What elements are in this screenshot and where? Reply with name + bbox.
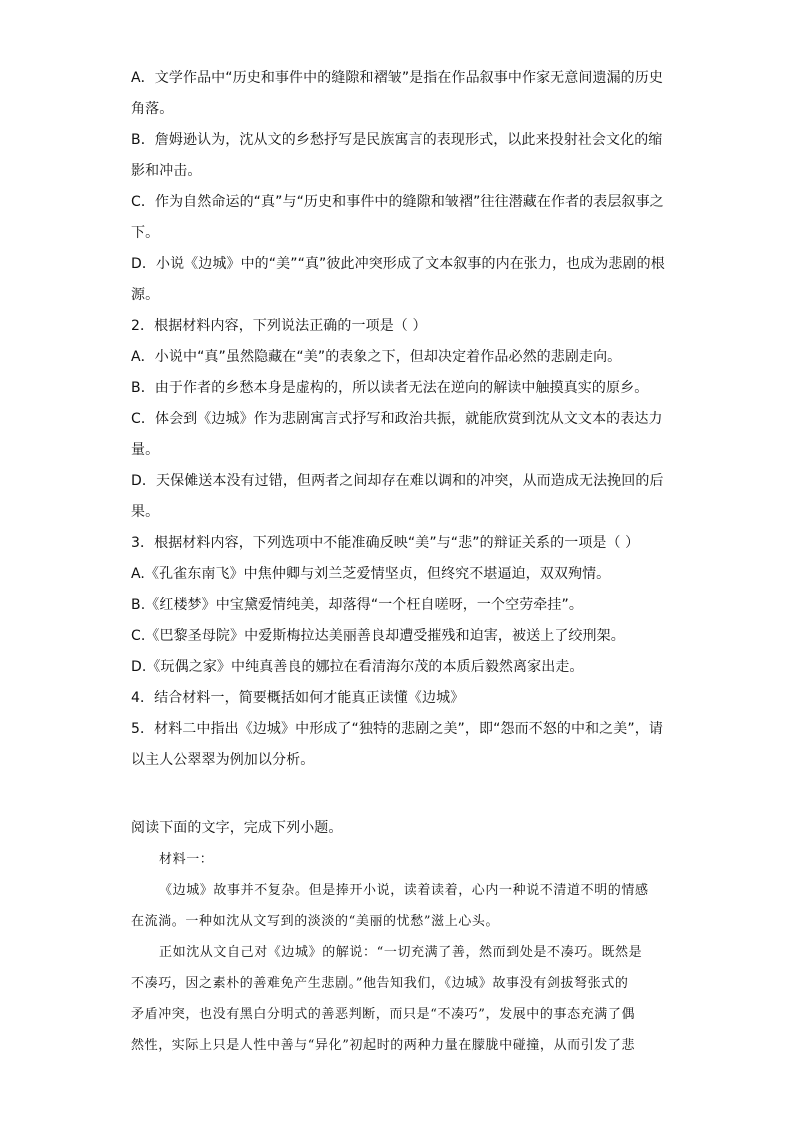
text-line: 下。 xyxy=(131,225,160,241)
text-line: 在流淌。一种如沈从文写到的淡淡的“美丽的忧愁”滋上心头。 xyxy=(131,914,500,929)
material-paragraph-2 xyxy=(131,937,661,1061)
q2-option-a: A．小说中“真”虽然隐藏在“美”的表象之下，但却决定着作品必然的悲剧走向。 xyxy=(131,349,622,365)
text-line: 量。 xyxy=(131,442,160,458)
q3-stem: 3．根据材料内容，下列选项中不能准确反映“美”与“悲”的辩证关系的一项是（ ） xyxy=(131,535,640,551)
text-line: 角落。 xyxy=(131,101,174,117)
text-line: 矛盾冲突，也没有黑白分明式的善恶判断，而只是“不凑巧”，发展中的事态充满了偶 xyxy=(131,1007,636,1022)
text-line: A．文学作品中“历史和事件中的缝隙和褶皱”是指在作品叙事中作家无意间遗漏的历史 xyxy=(131,70,663,86)
q2-option-b: B．由于作者的乡愁本身是虚构的，所以读者无法在逆向的解读中触摸真实的原乡。 xyxy=(131,380,649,396)
text-line: 源。 xyxy=(131,287,160,303)
text-line: 5．材料二中指出《边城》中形成了“独特的悲剧之美”，即“怨而不怒的中和之美”，请 xyxy=(131,721,663,737)
text-line: 正如沈从文自己对《边城》的解说：“一切充满了善，然而到处是不凑巧。既然是 xyxy=(159,945,643,960)
passage-intro: 阅读下面的文字，完成下列小题。 xyxy=(131,820,343,836)
text-line: C．作为自然命运的“真”与“历史和事件中的缝隙和皱褶”往往潜藏在作者的表层叙事之 xyxy=(131,194,664,210)
text-line: 影和冲击。 xyxy=(131,163,202,179)
q2-option-d xyxy=(131,466,664,528)
q4-stem: 4．结合材料一，简要概括如何才能真正读懂《边城》 xyxy=(131,690,465,706)
section-gap xyxy=(131,776,661,813)
q3-option-c: C.《巴黎圣母院》中爱斯梅拉达美丽善良却遭受摧残和迫害，被送上了绞刑架。 xyxy=(131,628,625,644)
q3-option-a: A.《孔雀东南飞》中焦仲卿与刘兰芝爱情坚贞，但终究不堪逼迫，双双殉情。 xyxy=(131,566,611,582)
text-line: D．小说《边城》中的“美”“真”彼此冲突形成了文本叙事的内在张力，也成为悲剧的根 xyxy=(131,256,665,272)
text-line: B．詹姆逊认为，沈从文的乡愁抒写是民族寓言的表现形式，以此来投射社会文化的缩 xyxy=(131,132,663,148)
q2-option-c xyxy=(131,404,661,466)
q1-option-c xyxy=(131,187,664,249)
q3-option-d: D.《玩偶之家》中纯真善良的娜拉在看清海尔茂的本质后毅然离家出走。 xyxy=(131,659,584,675)
text-line: 以主人公翠翠为例加以分析。 xyxy=(131,752,315,768)
q3-option-b: B.《红楼梦》中宝黛爱情纯美，却落得“一个枉自嗟呀，一个空劳牵挂”。 xyxy=(131,597,583,613)
q1-option-d xyxy=(131,249,665,311)
q2-stem: 2．根据材料内容，下列说法正确的一项是（ ） xyxy=(131,318,427,334)
material-title: 材料一： xyxy=(159,852,214,867)
text-line: 然性，实际上只是人性中善与“异化”初起时的两种力量在朦胧中碰撞，从而引发了悲 xyxy=(131,1038,636,1053)
q5-stem xyxy=(131,714,661,776)
document-content xyxy=(131,63,665,1061)
text-line: 果。 xyxy=(131,504,160,520)
text-line: C．体会到《边城》作为悲剧寓言式抒写和政治共振，就能欣赏到沈从文文本的表达力 xyxy=(131,411,663,427)
material-paragraph-1 xyxy=(131,875,661,937)
text-line: 不凑巧，因之素朴的善难免产生悲剧。”他告知我们，《边城》故事没有剑拔弩张式的 xyxy=(131,976,629,991)
q1-option-b xyxy=(131,125,661,187)
q1-option-a xyxy=(131,63,661,125)
text-line: 《边城》故事并不复杂。但是捧开小说，读着读着，心内一种说不清道不明的情感 xyxy=(159,883,649,898)
text-line: D．天保傩送本没有过错，但两者之间却存在难以调和的冲突，从而造成无法挽回的后 xyxy=(131,473,664,489)
